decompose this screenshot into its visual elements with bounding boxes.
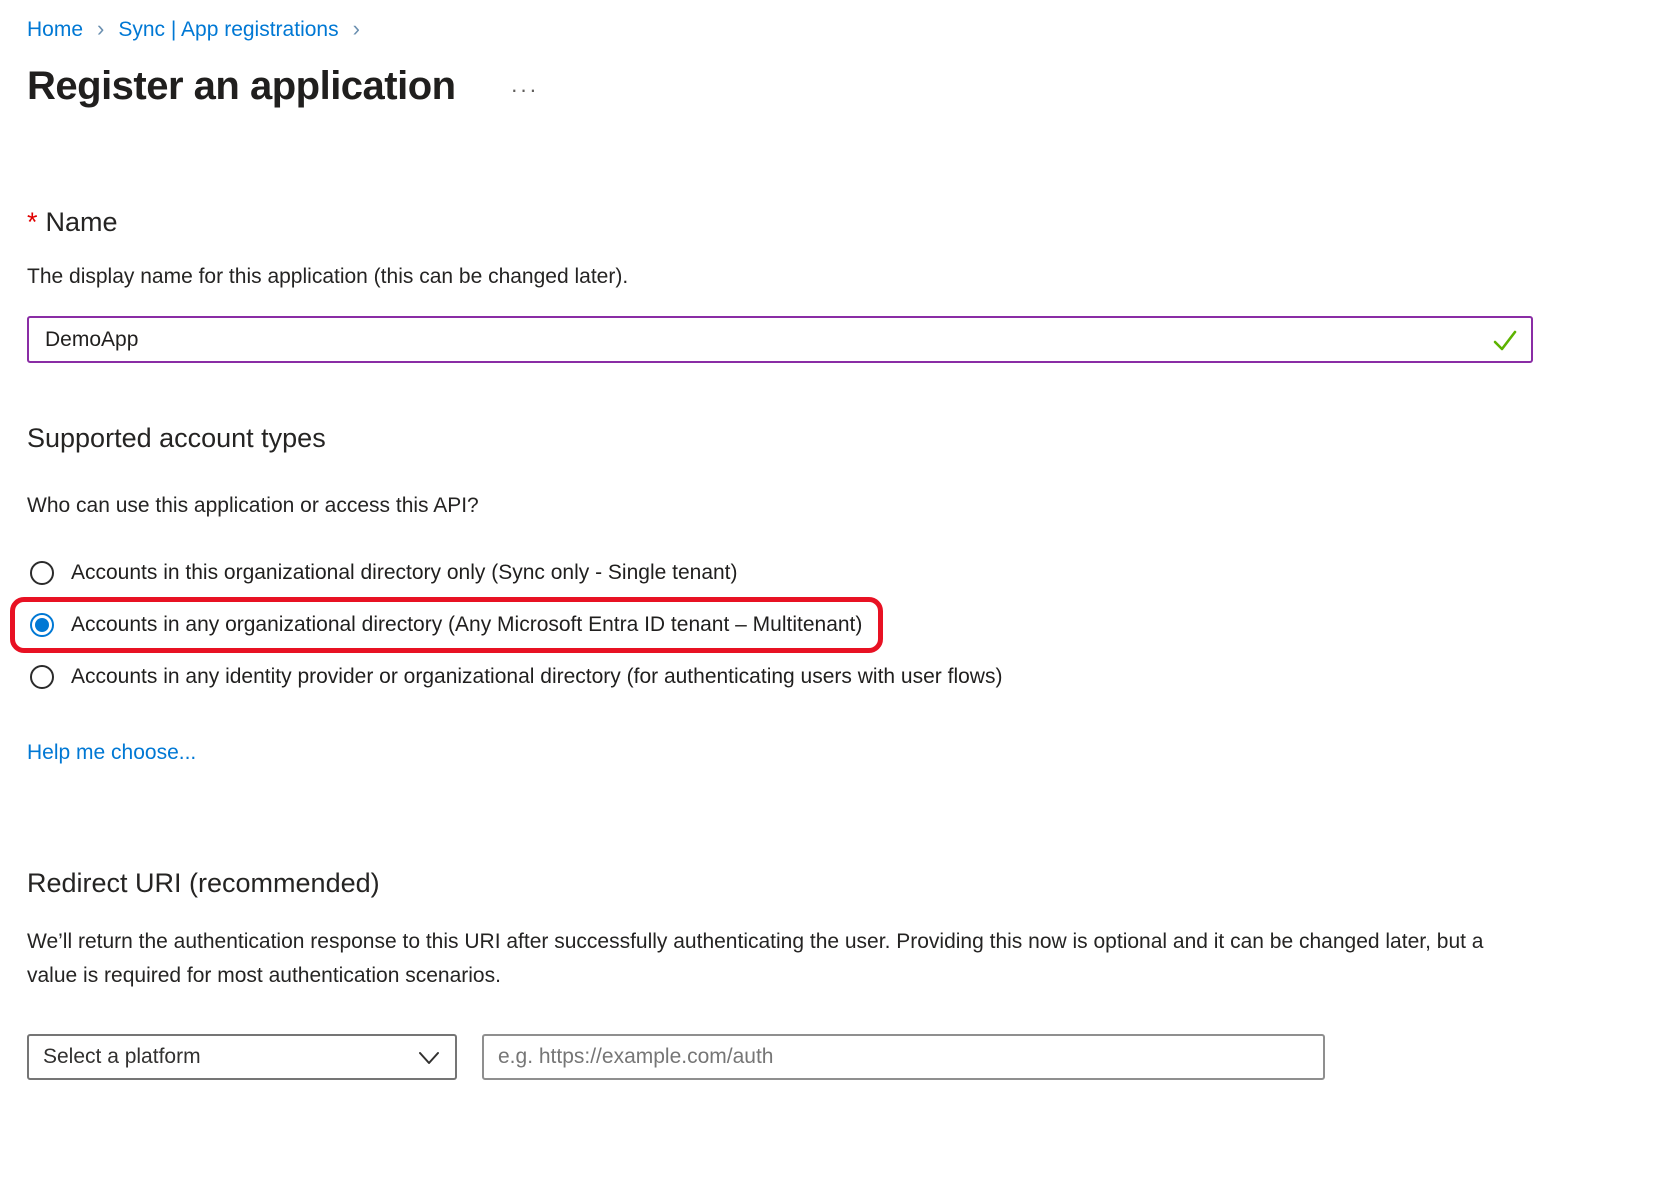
account-type-radio-group xyxy=(27,551,1663,699)
name-field-label xyxy=(27,207,1663,238)
name-label-text: Name xyxy=(45,207,118,237)
radio-unselected-icon[interactable] xyxy=(30,665,54,689)
breadcrumb xyxy=(27,16,1663,44)
chevron-down-icon xyxy=(419,1050,439,1066)
radio-option-label: Accounts in any organizational directory (Any Microsoft Entra ID tenant – Multitenant) xyxy=(71,613,863,636)
radio-option-label: Accounts in this organizational directory only (Sync only - Single tenant) xyxy=(71,561,738,584)
help-me-choose-link[interactable]: Help me choose... xyxy=(27,741,197,764)
red-annotation-box xyxy=(10,597,883,653)
required-asterisk: * xyxy=(27,207,38,237)
breadcrumb-link-home[interactable]: Home xyxy=(27,18,84,41)
radio-option-label: Accounts in any identity provider or organizational directory (for authenticating users with user flows) xyxy=(71,665,1003,688)
redirect-uri-heading: Redirect URI (recommended) xyxy=(27,868,380,898)
page-title: Register an application xyxy=(27,64,456,108)
checkmark-icon xyxy=(1491,326,1519,354)
breadcrumb-link-app-registrations[interactable]: Sync | App registrations xyxy=(118,18,339,41)
radio-option-identity-provider[interactable] xyxy=(27,655,1663,699)
supported-account-types-heading: Supported account types xyxy=(27,423,326,453)
redirect-uri-controls xyxy=(27,1034,1663,1080)
name-field-description: The display name for this application (this can be changed later). xyxy=(27,265,629,288)
account-types-question: Who can use this application or access this API? xyxy=(27,494,479,517)
name-input-wrap xyxy=(27,316,1533,363)
chevron-right-icon: › xyxy=(97,16,105,41)
platform-select-dropdown[interactable] xyxy=(27,1034,457,1080)
more-actions-button[interactable]: ··· xyxy=(510,76,539,102)
title-row xyxy=(27,64,1663,109)
redirect-uri-description: We’ll return the authentication response to this URI after successfully authenticating the user. Providing this now is optional and it can be changed later, but a value is required for most authentication scenarios. xyxy=(27,930,1484,987)
platform-select-value: Select a platform xyxy=(43,1045,201,1069)
chevron-right-icon: › xyxy=(352,16,360,41)
radio-option-multitenant[interactable] xyxy=(27,603,862,647)
redirect-uri-input[interactable] xyxy=(482,1034,1325,1080)
radio-unselected-icon[interactable] xyxy=(30,561,54,585)
radio-option-single-tenant[interactable] xyxy=(27,551,1663,595)
radio-selected-icon[interactable] xyxy=(30,613,54,637)
app-name-input[interactable] xyxy=(27,316,1533,363)
